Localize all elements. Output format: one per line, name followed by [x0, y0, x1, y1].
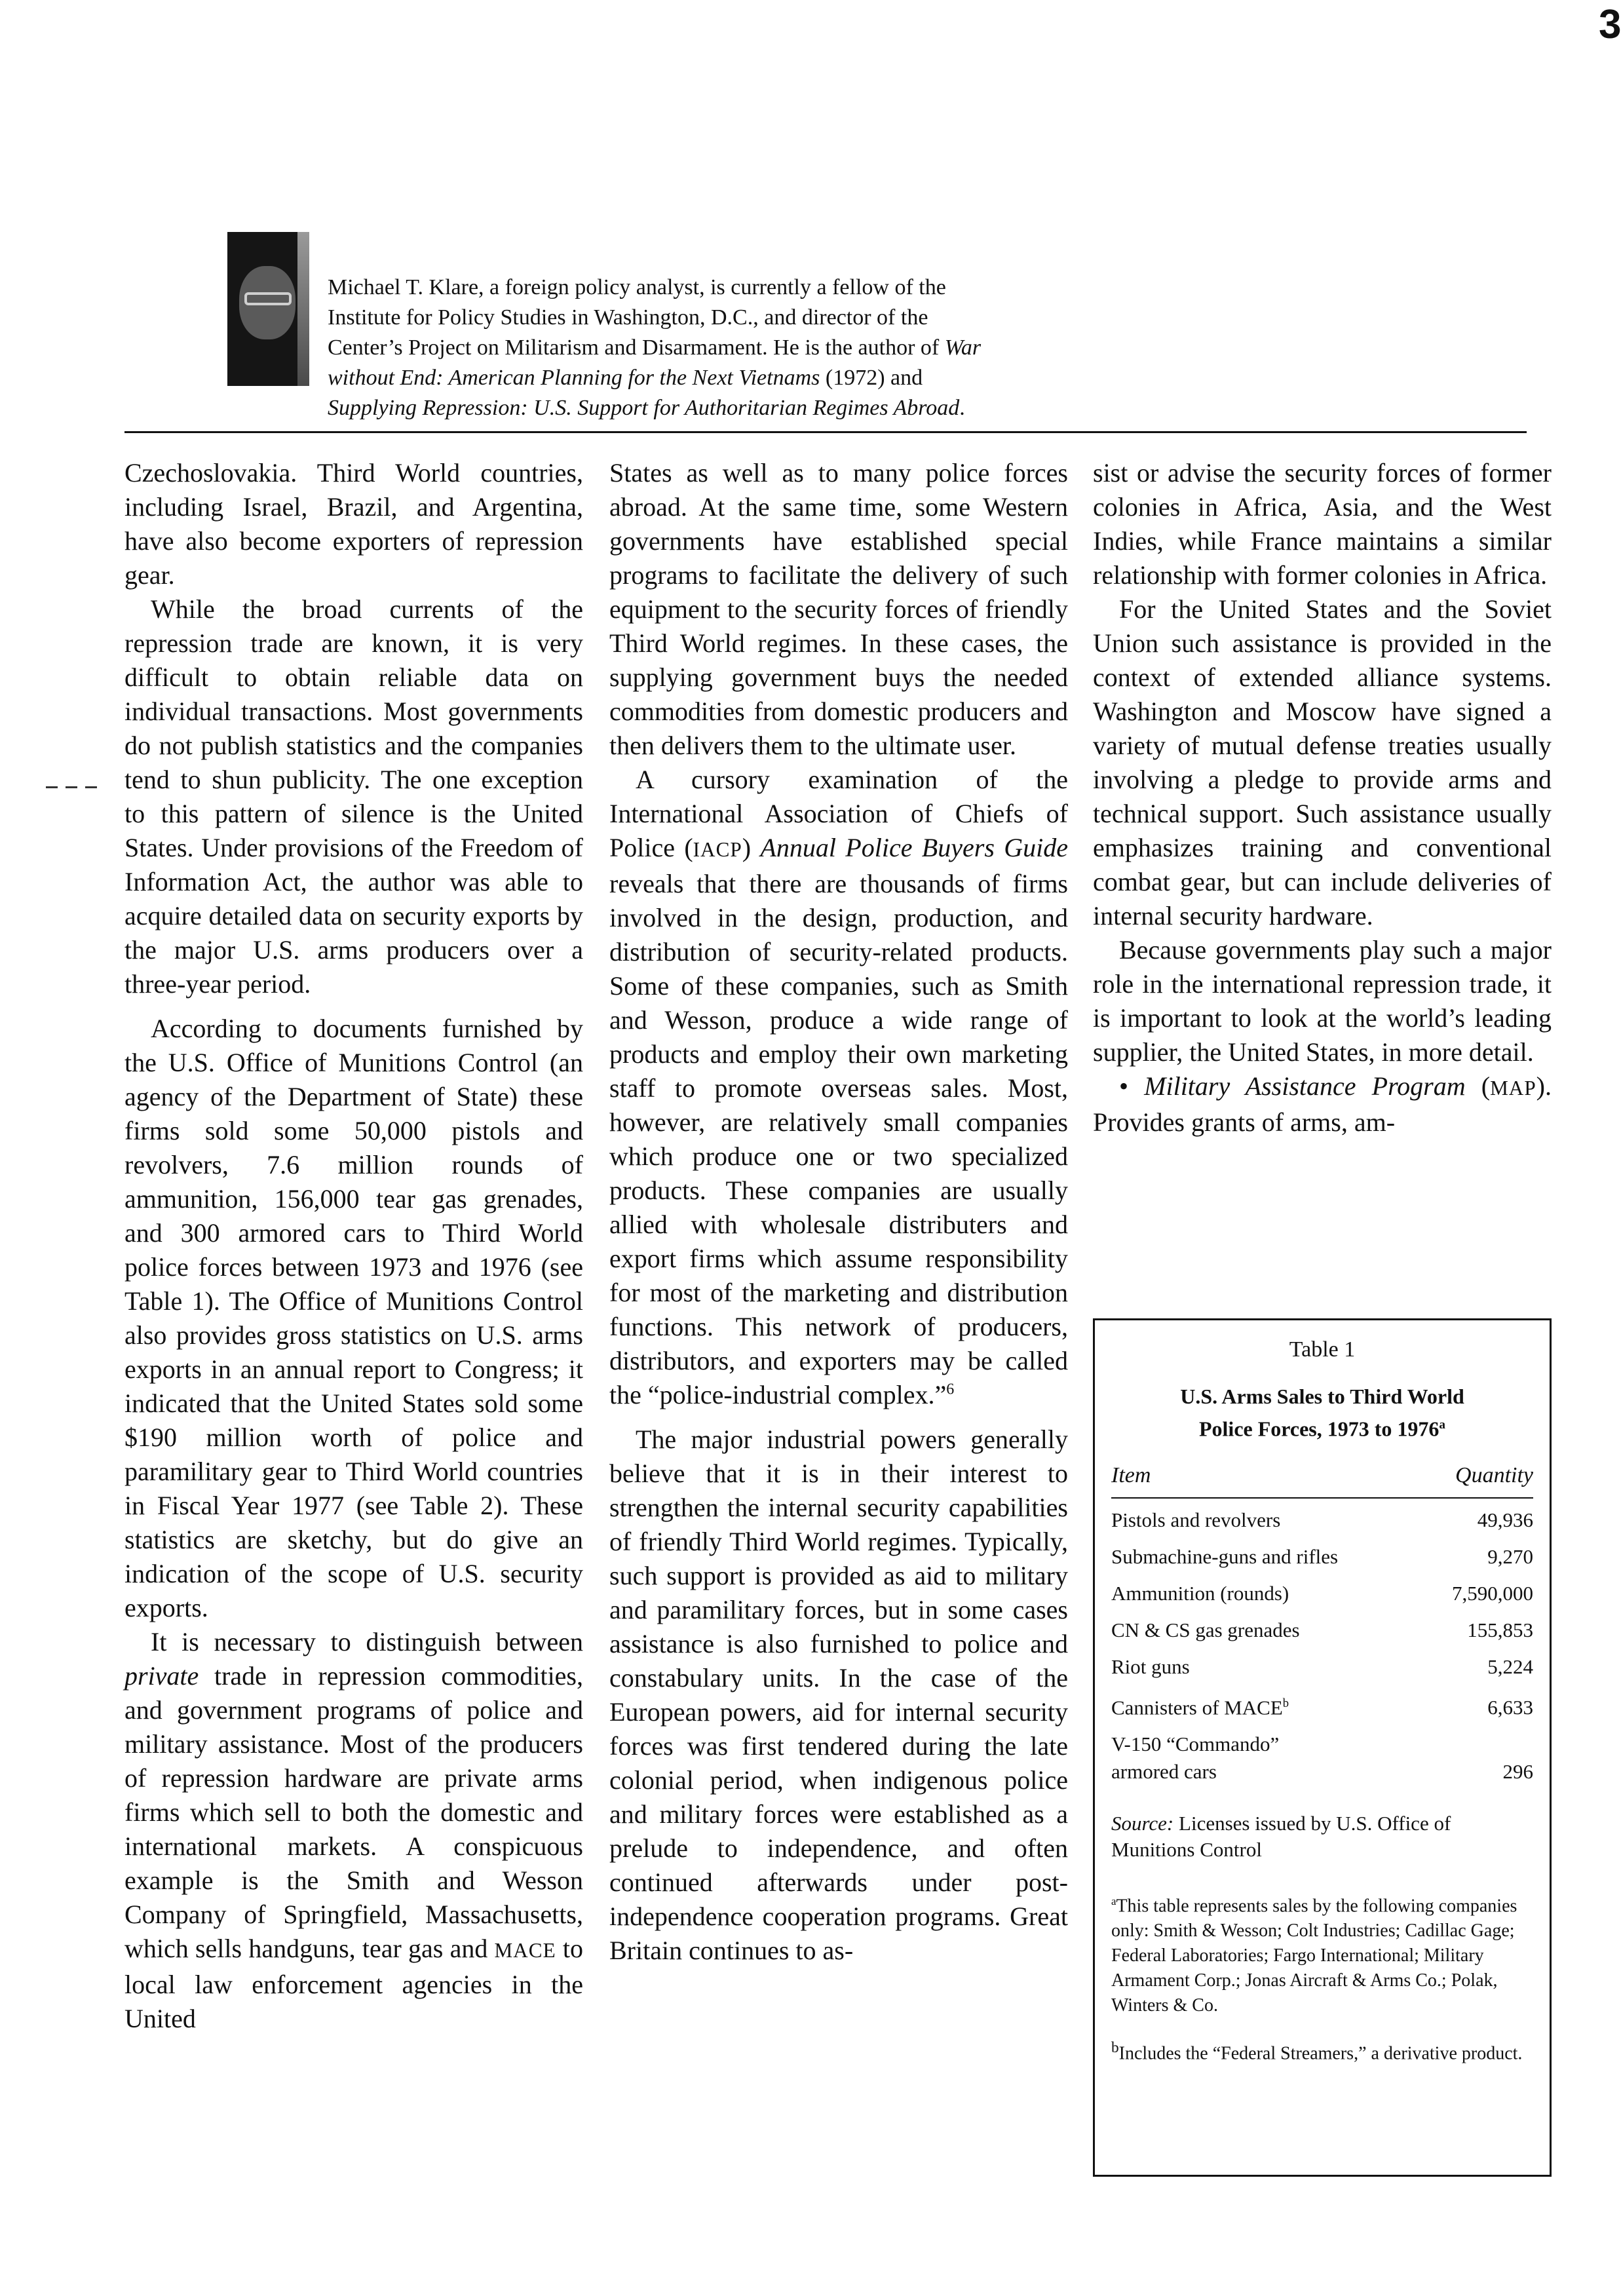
book-title-1b: without End: American Planning for the Next Vietnams [328, 366, 820, 390]
row-item-wrap [1111, 1690, 1289, 1721]
source-label: Source: [1111, 1811, 1174, 1835]
table-row [1111, 1617, 1533, 1644]
col1-paragraph-1: Czechoslovakia. Third World countries, including Israel, Brazil, and Argentina, have also become exporters of repression gear. [124, 458, 583, 590]
note-a-text: This table represents sales by the following companies only: Smith & Wesson; Colt Industries; Cadillac Gage; Federal Laboratories; Fargo International; Military Armament Corp.; Jonas Aircraft & Arms Co.; Polak, Winters & Co. [1111, 1896, 1517, 2016]
col1-p4-emphasis: private [124, 1661, 199, 1691]
table-row [1111, 1543, 1533, 1571]
bio-line-5-text: . [959, 396, 965, 420]
note-b-text: Includes the “Federal Streamers,” a derivative product. [1118, 2043, 1523, 2064]
col1-paragraph-4 [124, 1625, 583, 2036]
col3-paragraph-4 [1093, 1069, 1552, 1139]
table-note-a [1111, 1889, 1533, 2018]
row-quantity: 296 [1502, 1759, 1533, 1783]
row-footnote-ref: b [1282, 1696, 1289, 1710]
iacp-term: IACP [693, 838, 742, 861]
table-label: Table 1 [1289, 1337, 1356, 1362]
col1-p4-text-b: trade in repression commodities, and government programs of police and military assistance. Most of the producers of repression hardware are private arms firms which sell to both the domestic and international markets. A conspicuous example is the Smith and Wesson Company of Springfield, Massachusetts, which sells handguns, tear gas and [124, 1661, 583, 1963]
source-text: Licenses issued by U.S. Office of Munitions Control [1111, 1811, 1451, 1861]
row-quantity: 9,270 [1487, 1544, 1533, 1568]
col1-p4-text-a: It is necessary to distinguish between [151, 1627, 583, 1656]
note-b-marker: b [1111, 2039, 1119, 2057]
buyers-guide-title: Annual Police Buyers Guide [760, 833, 1068, 862]
column-1 [124, 456, 583, 2036]
col3-paragraph-1: sist or advise the security forces of former colonies in Africa, Asia, and the West Indies, while France maintains a similar relationship with former colonies in Africa. [1093, 458, 1552, 590]
table-body [1111, 1506, 1533, 1786]
row-item: Ammunition (rounds) [1111, 1581, 1289, 1605]
footnote-ref-6: 6 [946, 1381, 955, 1398]
row-quantity: 49,936 [1477, 1508, 1533, 1531]
col2-paragraph-3: The major industrial powers generally believe that it is in their interest to strengthen the internal security capabilities of friendly Third World regimes. Typically, such support is provided as aid to military and paramilitary forces, but in some cases assistance is also furnished to police and constabulary units. In the case of the European powers, aid for internal security forces was first tendered during the late colonial period, when indigenous police and military forces were established as a prelude to independence, and often continued afterwards under post-independence cooperation programs. Great Britain continues to as- [609, 1425, 1068, 1965]
col2-paragraph-2 [609, 763, 1068, 1412]
map-program-title: Military Assistance Program [1144, 1071, 1466, 1101]
column-header-quantity: Quantity [1455, 1463, 1533, 1487]
table-row [1111, 1690, 1533, 1721]
bio-line-1: Michael T. Klare, a foreign policy analyst, is currently a fellow of the [328, 275, 946, 299]
column-2 [609, 456, 1068, 1968]
table-title [1111, 1382, 1533, 1444]
table-source [1111, 1810, 1533, 1863]
table-row [1111, 1731, 1533, 1786]
col1-paragraph-3: According to documents furnished by the U.S. Office of Munitions Control (an agency of the Department of State) these firms sold some 50,000 pistols and revolvers, 7.6 million rounds of ammunition, 156,000 tear gas grenades, and 300 armored cars to Third World police forces between 1973 and 1976 (see Table 1). The Office of Munitions Control also provides gross statistics on U.S. arms exports in an annual report to Congress; it indicated that the United States sold some $190 million worth of police and paramilitary gear to Third World countries in Fiscal Year 1977 (see Table 2). These statistics are sketchy, but do give an indication of the scope of U.S. security exports. [124, 1014, 583, 1622]
author-bio [328, 273, 1173, 423]
col2-p2-text-c: reveals that there are thousands of firms involved in the design, production, and distribution of security-related products. Some of these companies, such as Smith and Wesson, produce a wide range of products and employ their own marketing staff to promote overseas sales. Most, however, are relatively small companies which produce one or two specialized products. These companies are usually allied with wholesale distributers and export firms which assume responsibility for most of the marketing and distribution functions. This network of producers, distributors, and exporters may be called the “police-industrial complex.” [609, 869, 1068, 1409]
col2-p2-text-b: ) [742, 833, 761, 862]
table-row [1111, 1580, 1533, 1607]
photo-edge [297, 232, 309, 386]
table-1 [1093, 1318, 1552, 2177]
author-photo [227, 232, 309, 386]
row-item: V-150 “Commando” armored cars [1111, 1732, 1280, 1783]
col3-p4-text-a: ( [1465, 1071, 1491, 1101]
bio-divider [124, 431, 1527, 433]
note-a-marker: a [1111, 1894, 1116, 1907]
margin-dash-1 [46, 786, 58, 788]
author-glasses [244, 292, 292, 305]
row-quantity: 155,853 [1467, 1618, 1533, 1641]
row-item: Cannisters of MACE [1111, 1695, 1283, 1719]
mace-term: MACE [494, 1939, 556, 1962]
col2-p2-text-a: A cursory examination of the International Association of Chiefs of Police ( [609, 765, 1068, 862]
col3-paragraph-2: For the United States and the Soviet Union such assistance is provided in the context of extended alliance systems. Washington and Moscow have signed a variety of mutual defense treaties usually involving a pledge to provide arms and technical support. Such assistance usually emphasizes training and conventional combat gear, but can include deliveries of internal security hardware. [1093, 594, 1552, 930]
col3-p4-text-b: ). Provides grants of arms, am- [1093, 1071, 1552, 1137]
bullet-icon: • [1119, 1071, 1129, 1101]
row-item: CN & CS gas grenades [1111, 1618, 1300, 1641]
table-title-line-1: U.S. Arms Sales to Third World [1180, 1385, 1464, 1408]
row-item: Riot guns [1111, 1655, 1190, 1678]
margin-dash-3 [85, 786, 97, 788]
bio-line-2: Institute for Policy Studies in Washington, D.C., and director of the [328, 305, 928, 330]
row-item: Pistols and revolvers [1111, 1508, 1281, 1531]
col2-paragraph-1: States as well as to many police forces abroad. At the same time, some Western governments have established special programs to facilitate the delivery of such equipment to the security forces of friendly Third World regimes. In these cases, the supplying government buys the needed commodities from domestic producers and then delivers them to the ultimate user. [609, 458, 1068, 760]
bio-line-4 [328, 363, 1173, 393]
row-quantity: 7,590,000 [1452, 1581, 1533, 1605]
table-row [1111, 1506, 1533, 1534]
bio-line-5 [328, 393, 1173, 423]
book-title-1a: War [944, 335, 982, 360]
table-header [1111, 1463, 1533, 1499]
table-title-footnote-ref: a [1439, 1418, 1445, 1432]
page-number: 3 [1599, 2, 1621, 47]
col1-paragraph-2: While the broad currents of the repression trade are known, it is very difficult to obtain reliable data on individual transactions. Most governments do not publish statistics and the companies tend to shun publicity. The one exception to this pattern of silence is the United States. Under provisions of the Freedom of Information Act, the author was able to acquire detailed data on security exports by the major U.S. arms producers over a three-year period. [124, 594, 583, 999]
bio-line-3 [328, 333, 1173, 363]
table-note-b [1111, 2035, 1533, 2066]
table-title-line-2: Police Forces, 1973 to 1976 [1198, 1417, 1440, 1441]
column-3 [1093, 456, 1552, 1262]
table-title-line-2-wrap [1111, 1411, 1533, 1444]
row-quantity: 5,224 [1487, 1655, 1533, 1678]
col1-p4-text-c: to local law enforcement agencies in the United [124, 1934, 583, 2033]
map-term: MAP [1490, 1077, 1536, 1100]
bio-line-4-text: (1972) and [820, 366, 923, 390]
bio-line-3-text: Center’s Project on Militarism and Disarmament. He is the author of [328, 335, 945, 360]
col3-paragraph-3: Because governments play such a major role in the international repression trade, it is important to look at the world’s leading supplier, the United States, in more detail. [1093, 935, 1552, 1067]
row-item: Submachine-guns and rifles [1111, 1544, 1339, 1568]
table-row [1111, 1653, 1533, 1681]
margin-dash-2 [66, 786, 77, 788]
book-title-2: Supplying Repression: U.S. Support for Authoritarian Regimes Abroad [328, 396, 960, 420]
column-header-item: Item [1111, 1463, 1151, 1487]
row-quantity: 6,633 [1487, 1695, 1533, 1719]
